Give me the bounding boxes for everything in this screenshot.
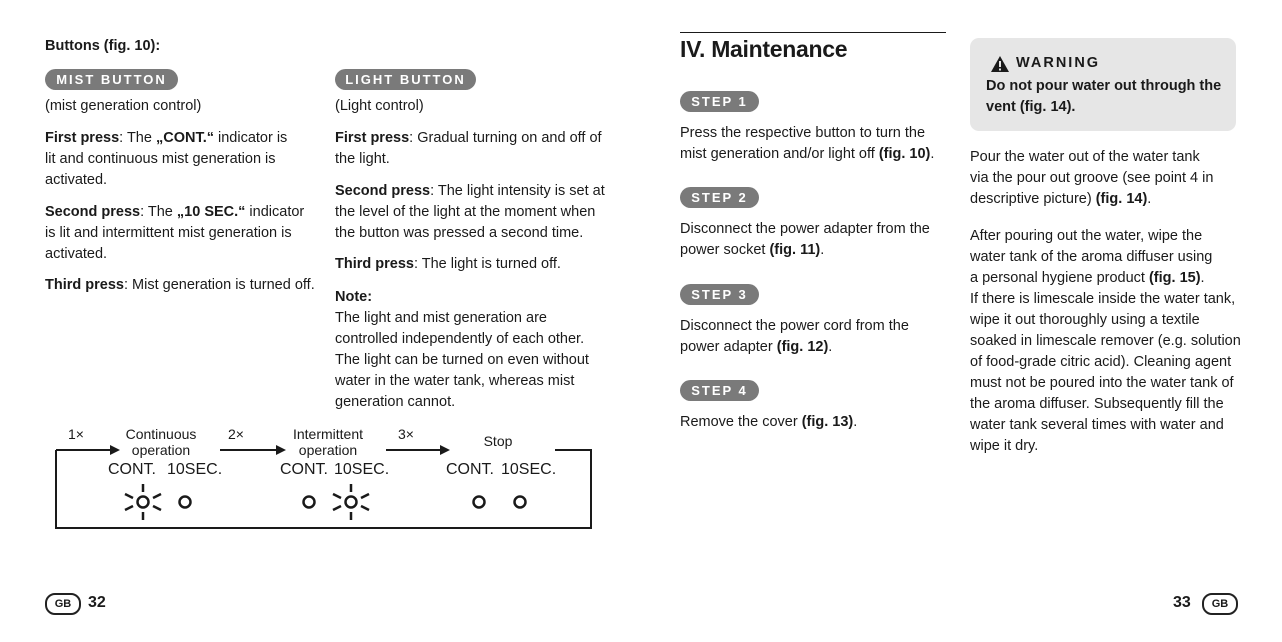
page-number-left: 32 bbox=[88, 594, 106, 611]
sec-led-off bbox=[515, 497, 526, 508]
mist-third-press: Third press: Mist generation is turned off. bbox=[45, 277, 315, 293]
step-2-pill: STEP 2 bbox=[680, 187, 759, 208]
sec-led-off bbox=[180, 497, 191, 508]
cleaning-paragraph: After pouring out the water, wipe the water tank of the aroma diffuser using a personal hygiene product (fig. 15). If there is limescale inside the water tank, wipe it out thoroughly using a textile soaked in limescale remover (e.g. solution of food-grade citric acid). Cleaning agent must not be poured into the water tank of the aroma diffuser. Subsequently fill the water tank several times with water and wipe it dry. bbox=[970, 228, 1241, 454]
pour-out-paragraph: Pour the water out of the water tank via the pour out groove (see point 4 in descriptive picture) (fig. 14). bbox=[970, 149, 1214, 207]
cont-led-lit bbox=[138, 497, 149, 508]
section-title: IV. Maintenance bbox=[680, 36, 848, 62]
warning-title: WARNING bbox=[1016, 55, 1101, 71]
light-second-press: Second press: The light intensity is set at the level of the light at the moment when the button was pressed a second time. bbox=[335, 183, 605, 241]
warning-icon bbox=[990, 55, 1010, 73]
light-note: Note: The light and mist generation are controlled independently of each other. The light can be turned on even without water in the water tank, whereas mist generation cannot. bbox=[335, 289, 589, 410]
step-4-pill: STEP 4 bbox=[680, 380, 759, 401]
press-1x: 1× bbox=[68, 426, 84, 442]
mode-stop: Stop bbox=[483, 433, 513, 449]
mist-first-press: First press: The „CONT.“ indicator is lit and continuous mist generation is activated. bbox=[45, 130, 288, 188]
mist-subtitle: (mist generation control) bbox=[45, 98, 202, 114]
indicator-label-sec-2: 10SEC. bbox=[334, 461, 390, 478]
indicator-label-cont-2: CONT. bbox=[280, 461, 328, 478]
step-4-text: Remove the cover (fig. 13). bbox=[680, 414, 858, 430]
indicator-label-cont-3: CONT. bbox=[446, 461, 494, 478]
mode-continuous: Continuous operation bbox=[125, 426, 197, 458]
step-1-text: Press the respective button to turn the mist generation and/or light off (fig. 10). bbox=[680, 125, 935, 162]
light-subtitle: (Light control) bbox=[335, 98, 424, 114]
light-third-press: Third press: The light is turned off. bbox=[335, 256, 561, 272]
buttons-heading: Buttons (fig. 10): bbox=[45, 38, 161, 54]
mist-second-press: Second press: The „10 SEC.“ indicator is lit and intermittent mist generation is activated. bbox=[45, 204, 305, 262]
indicator-label-sec-1: 10SEC. bbox=[167, 461, 223, 478]
section-rule bbox=[680, 32, 946, 33]
step-1-pill: STEP 1 bbox=[680, 91, 759, 112]
step-3-pill: STEP 3 bbox=[680, 284, 759, 305]
language-badge-left: GB bbox=[45, 593, 81, 615]
sec-led-lit bbox=[346, 497, 357, 508]
arrowhead-3 bbox=[440, 445, 450, 455]
indicator-label-cont-1: CONT. bbox=[108, 461, 156, 478]
language-badge-right: GB bbox=[1202, 593, 1238, 615]
press-3x: 3× bbox=[398, 426, 414, 442]
cont-led-off bbox=[474, 497, 485, 508]
press-2x: 2× bbox=[228, 426, 244, 442]
light-first-press: First press: Gradual turning on and off of the light. bbox=[335, 130, 602, 167]
step-3-text: Disconnect the power cord from the power adapter (fig. 12). bbox=[680, 318, 909, 355]
page-number-right: 33 bbox=[1173, 594, 1191, 611]
step-2-text: Disconnect the power adapter from the power socket (fig. 11). bbox=[680, 221, 930, 258]
mist-button-pill: MIST BUTTON bbox=[45, 69, 178, 90]
mode-intermittent: Intermittent operation bbox=[292, 426, 364, 458]
cont-led-off bbox=[304, 497, 315, 508]
light-button-pill: LIGHT BUTTON bbox=[335, 69, 476, 90]
warning-text: Do not pour water out through the vent (fig. 14). bbox=[986, 78, 1222, 115]
indicator-label-sec-3: 10SEC. bbox=[501, 461, 557, 478]
